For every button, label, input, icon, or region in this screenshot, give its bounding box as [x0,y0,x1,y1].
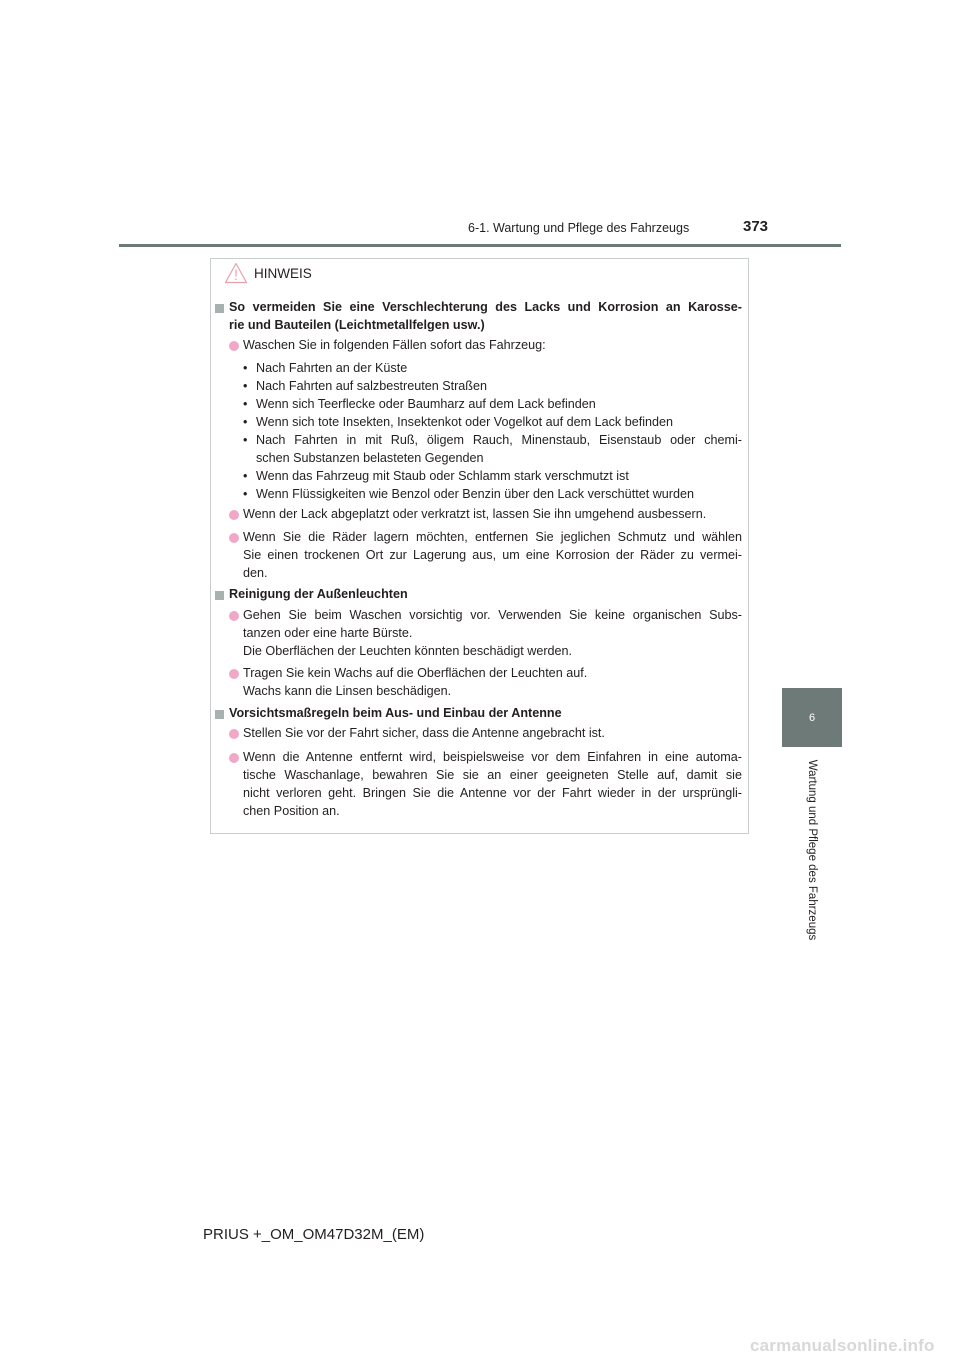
section-header: 6-1. Wartung und Pflege des Fahrzeugs [468,221,690,235]
dot-bullet-icon [229,729,239,739]
list-item: Gehen Sie beim Waschen vorsichtig vor. Verwenden Sie keine organischen Subs- [243,608,742,622]
notice-header [224,262,312,284]
list-item: Wenn Sie die Räder lagern möchten, entfernen Sie jeglichen Schmutz und wählen [243,530,742,544]
list-item-continued: Die Oberflächen der Leuchten könnten beschädigt werden. [243,644,573,658]
sub-item: Wenn sich tote Insekten, Insektenkot oder Vogelkot auf dem Lack befinden [256,415,674,429]
notice-title: HINWEIS [254,265,312,281]
list-item: Wenn der Lack abgeplatzt oder verkratzt ist, lassen Sie ihn umgehend ausbessern. [243,507,707,521]
section-heading: So vermeiden Sie eine Verschlechterung des Lacks und Korrosion an Karosse- [229,300,742,314]
square-bullet-icon [215,591,224,600]
list-item-continued: tanzen oder eine harte Bürste. [243,626,413,640]
list-item-continued: nicht verloren geht. Bringen Sie die Antenne vor der Fahrt wieder in der ursprüngli- [243,786,742,800]
list-item-continued: Wachs kann die Linsen beschädigen. [243,684,452,698]
document-code: PRIUS +_OM_OM47D32M_(EM) [203,1226,425,1243]
section-heading: Vorsichtsmaßregeln beim Aus- und Einbau der Antenne [229,706,562,720]
warning-triangle-icon [224,262,248,284]
sub-bullet: • [243,487,248,501]
sub-bullet: • [243,379,248,393]
list-item: Waschen Sie in folgenden Fällen sofort das Fahrzeug: [243,338,546,352]
dot-bullet-icon [229,341,239,351]
list-item: Tragen Sie kein Wachs auf die Oberflächen der Leuchten auf. [243,666,588,680]
sub-bullet: • [243,415,248,429]
list-item: Wenn die Antenne entfernt wird, beispielsweise vor dem Einfahren in eine automa- [243,750,742,764]
section-heading: Reinigung der Außenleuchten [229,587,408,601]
sub-bullet: • [243,397,248,411]
sub-item: Wenn das Fahrzeug mit Staub oder Schlamm stark verschmutzt ist [256,469,629,483]
list-item: Stellen Sie vor der Fahrt sicher, dass die Antenne angebracht ist. [243,726,605,740]
sub-bullet: • [243,469,248,483]
dot-bullet-icon [229,753,239,763]
list-item-continued: chen Position an. [243,804,340,818]
dot-bullet-icon [229,669,239,679]
square-bullet-icon [215,304,224,313]
sub-item: Nach Fahrten auf salzbestreuten Straßen [256,379,488,393]
sub-item-continued: schen Substanzen belasteten Gegenden [256,451,484,465]
dot-bullet-icon [229,611,239,621]
list-item-continued: den. [243,566,268,580]
sub-bullet: • [243,361,248,375]
square-bullet-icon [215,710,224,719]
section-heading: rie und Bauteilen (Leichtmetallfelgen usw.) [229,318,485,332]
watermark: carmanualsonline.info [750,1336,935,1355]
sub-item: Nach Fahrten an der Küste [256,361,408,375]
list-item-continued: Sie einen trockenen Ort zur Lagerung aus, um eine Korrosion der Räder zu vermei- [243,548,742,562]
dot-bullet-icon [229,510,239,520]
chapter-tab[interactable] [782,688,842,747]
page-number: 373 [743,218,769,235]
chapter-number: 6 [808,711,816,724]
sub-item: Nach Fahrten in mit Ruß, öligem Rauch, Minenstaub, Eisenstaub oder chemi- [256,433,742,447]
chapter-side-title: Wartung und Pflege des Fahrzeugs [806,759,818,941]
sub-bullet: • [243,433,248,447]
sub-item: Wenn sich Teerflecke oder Baumharz auf dem Lack befinden [256,397,596,411]
list-item-continued: tische Waschanlage, bewahren Sie sie an einer geeigneten Stelle auf, damit sie [243,768,742,782]
header-divider [119,244,841,247]
dot-bullet-icon [229,533,239,543]
sub-item: Wenn Flüssigkeiten wie Benzol oder Benzin über den Lack verschüttet wurden [256,487,694,501]
